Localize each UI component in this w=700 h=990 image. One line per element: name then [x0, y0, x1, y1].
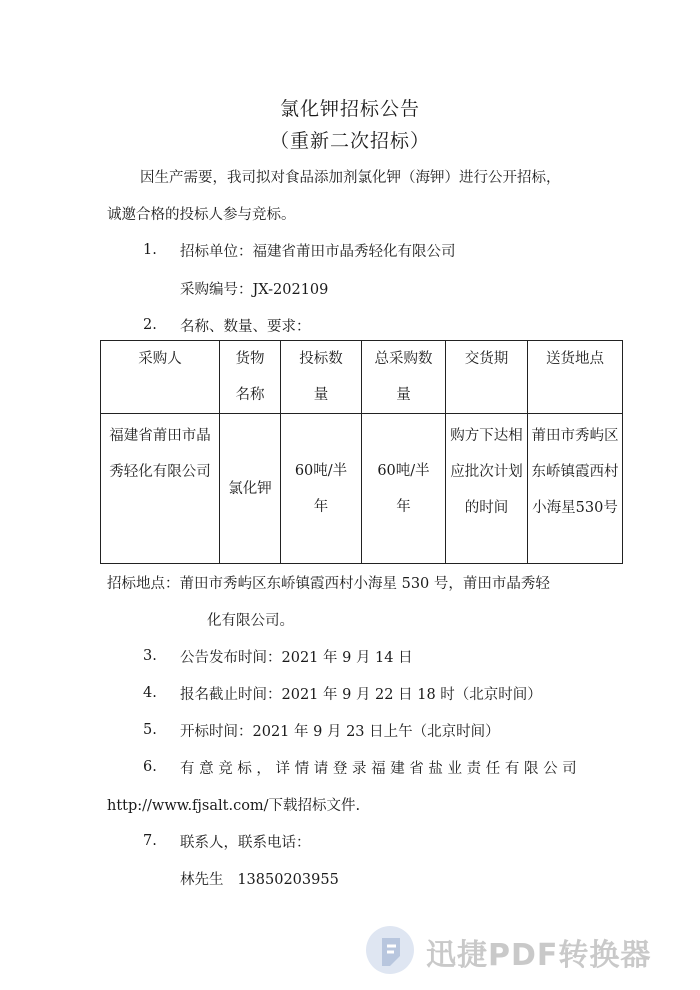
watermark	[360, 920, 690, 980]
table-cell: 氯化钾	[220, 414, 281, 564]
header-cell: 投标数量	[281, 341, 362, 414]
item-5-number: 5.	[143, 722, 157, 738]
procurement-table	[100, 340, 623, 564]
item-3-text: 公告发布时间：2021 年 9 月 14 日	[180, 650, 413, 666]
item-5-text: 开标时间：2021 年 9 月 23 日上午（北京时间）	[180, 724, 500, 740]
table-header-row	[101, 341, 623, 414]
document-title: 氯化钾招标公告	[279, 98, 420, 120]
header-cell: 交货期	[446, 341, 528, 414]
table-cell: 福建省莆田市晶秀轻化有限公司	[101, 414, 220, 564]
header-cell: 货物名称	[220, 341, 281, 414]
location-line-1: 招标地点：莆田市秀屿区东峤镇霞西村小海星 530 号，莆田市晶秀轻	[107, 576, 550, 592]
item-7-number: 7.	[143, 833, 157, 849]
item-2-number: 2.	[143, 317, 157, 333]
table-cell: 60吨/半年	[362, 414, 446, 564]
item-6-url: http://www.fjsalt.com/下载招标文件.	[107, 798, 361, 814]
intro-line-1: 因生产需要，我司拟对食品添加剂氯化钾（海钾）进行公开招标，	[140, 170, 561, 186]
document-subtitle: （重新二次招标）	[269, 130, 430, 152]
table-row	[101, 414, 623, 564]
item-7-text: 联系人，联系电话：	[180, 835, 311, 851]
item-6-number: 6.	[143, 759, 157, 775]
contact-info: 林先生 13850203955	[180, 872, 339, 888]
item-4-text: 报名截止时间：2021 年 9 月 22 日 18 时（北京时间）	[180, 687, 542, 703]
item-1-text: 招标单位：福建省莆田市晶秀轻化有限公司	[180, 244, 456, 260]
table-cell: 60吨/半年	[281, 414, 362, 564]
item-1-sub: 采购编号：JX-202109	[180, 282, 329, 298]
item-6-text: 有 意 竞 标 ， 详 情 请 登 录 福 建 省 盐 业 责 任 有 限 公 司	[180, 761, 577, 777]
location-line-2: 化有限公司。	[207, 613, 294, 629]
item-3-number: 3.	[143, 648, 157, 664]
watermark-text: 迅捷PDF转换器	[426, 938, 652, 973]
watermark-logo-icon	[360, 920, 420, 980]
item-4-number: 4.	[143, 685, 157, 701]
header-cell: 送货地点	[528, 341, 623, 414]
header-cell: 总采购数量	[362, 341, 446, 414]
intro-line-2: 诚邀合格的投标人参与竞标。	[107, 207, 296, 223]
table-cell: 购方下达相应批次计划的时间	[446, 414, 528, 564]
table-cell: 莆田市秀屿区东峤镇霞西村小海星530号	[528, 414, 623, 564]
item-2-text: 名称、数量、要求：	[180, 319, 311, 335]
header-cell: 采购人	[101, 341, 220, 414]
item-1-number: 1.	[143, 242, 157, 258]
